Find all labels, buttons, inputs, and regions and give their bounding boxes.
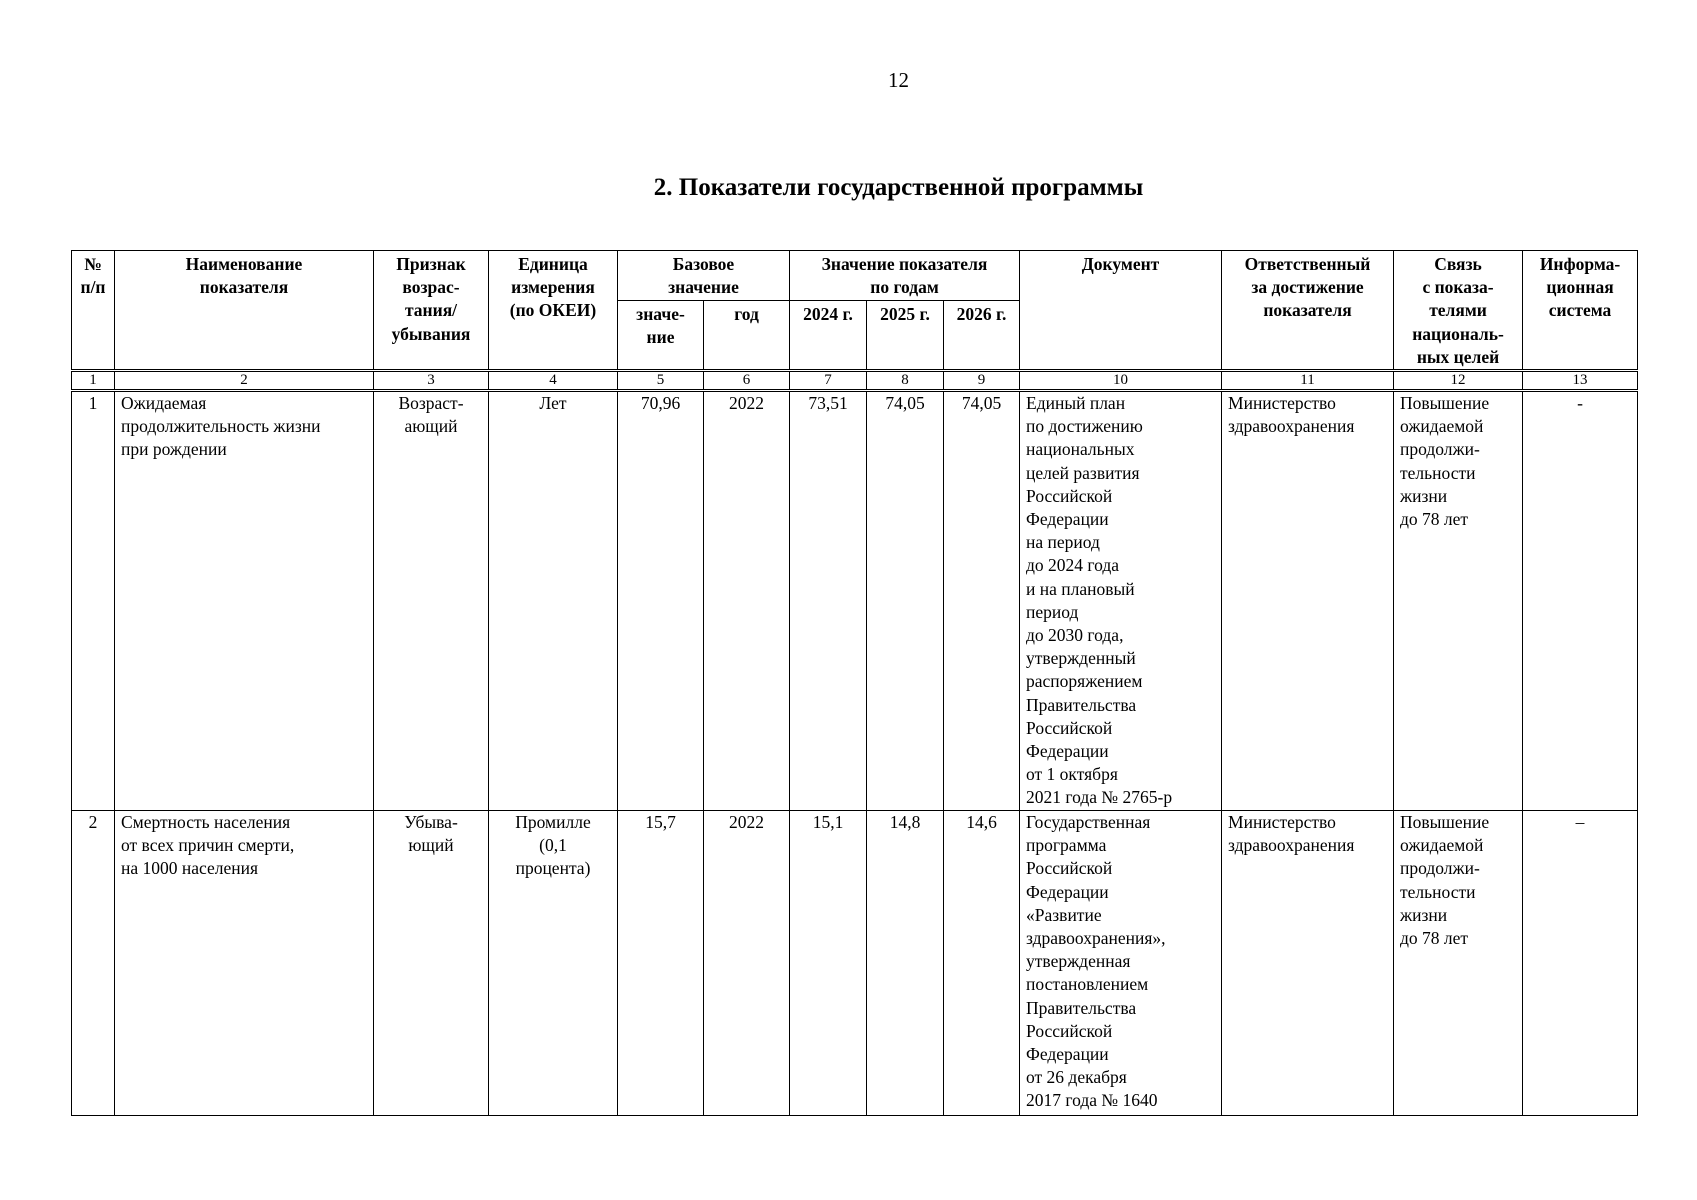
- row-base-year: 2022: [704, 391, 790, 811]
- table-row: [72, 811, 1638, 1116]
- table-row: [72, 391, 1638, 811]
- column-number: 3: [374, 371, 489, 391]
- row-unit: Промилле (0,1 процента): [489, 811, 618, 1116]
- row-document: Государственная программа Российской Федерации «Развитие здравоохранения», утвержденная постановлением Правительства Российской Федерации от 26 декабря 2017 года № 1640: [1020, 811, 1222, 1116]
- header-2025: 2025 г.: [867, 300, 944, 370]
- header-base: Базовое значение: [618, 251, 790, 301]
- page-number: 12: [888, 68, 909, 92]
- header-base-value: значе- ние: [618, 300, 704, 370]
- header-unit: Единица измерения (по ОКЕИ): [489, 251, 618, 371]
- column-numbers-row: [72, 371, 1638, 391]
- row-info: -: [1523, 391, 1638, 811]
- column-number: 9: [944, 371, 1020, 391]
- header-link: Связь с показа- телями националь- ных целей: [1394, 251, 1523, 371]
- page-title: 2. Показатели государственной программы: [653, 174, 1144, 201]
- header-num: № п/п: [72, 251, 115, 371]
- column-number: 4: [489, 371, 618, 391]
- column-number: 2: [115, 371, 374, 391]
- row-value-2024: 15,1: [790, 811, 867, 1116]
- column-number: 13: [1523, 371, 1638, 391]
- column-number: 6: [704, 371, 790, 391]
- row-link: Повышение ожидаемой продолжи- тельности жизни до 78 лет: [1394, 391, 1523, 811]
- header-document: Документ: [1020, 251, 1222, 371]
- row-document: Единый план по достижению национальных целей развития Российской Федерации на период до 2024 года и на плановый период до 2030 года, утвержденный распоряжением Правительства Российской Федерации от 1 октября 2021 года № 2765-р: [1020, 391, 1222, 811]
- header-sign: Признак возрас- тания/ убывания: [374, 251, 489, 371]
- column-number: 12: [1394, 371, 1523, 391]
- row-name: Ожидаемая продолжительность жизни при рождении: [115, 391, 374, 811]
- column-number: 7: [790, 371, 867, 391]
- header-values: Значение показателя по годам: [790, 251, 1020, 301]
- row-base-value: 70,96: [618, 391, 704, 811]
- header-2024: 2024 г.: [790, 300, 867, 370]
- row-link: Повышение ожидаемой продолжи- тельности жизни до 78 лет: [1394, 811, 1523, 1116]
- row-base-year: 2022: [704, 811, 790, 1116]
- column-number: 10: [1020, 371, 1222, 391]
- row-value-2025: 14,8: [867, 811, 944, 1116]
- row-value-2024: 73,51: [790, 391, 867, 811]
- row-unit: Лет: [489, 391, 618, 811]
- row-name: Смертность населения от всех причин смерти, на 1000 населения: [115, 811, 374, 1116]
- header-responsible: Ответственный за достижение показателя: [1222, 251, 1394, 371]
- row-value-2026: 74,05: [944, 391, 1020, 811]
- row-value-2026: 14,6: [944, 811, 1020, 1116]
- row-base-value: 15,7: [618, 811, 704, 1116]
- header-name: Наименование показателя: [115, 251, 374, 371]
- header-base-year: год: [704, 300, 790, 370]
- header-2026: 2026 г.: [944, 300, 1020, 370]
- column-number: 1: [72, 371, 115, 391]
- header-info: Информа- ционная система: [1523, 251, 1638, 371]
- row-num: 2: [72, 811, 115, 1116]
- column-number: 8: [867, 371, 944, 391]
- row-responsible: Министерство здравоохранения: [1222, 391, 1394, 811]
- column-number: 11: [1222, 371, 1394, 391]
- row-value-2025: 74,05: [867, 391, 944, 811]
- row-sign: Убыва- ющий: [374, 811, 489, 1116]
- row-info: –: [1523, 811, 1638, 1116]
- row-sign: Возраст- ающий: [374, 391, 489, 811]
- header-row: [72, 251, 1638, 301]
- row-num: 1: [72, 391, 115, 811]
- indicators-table: [71, 250, 1638, 1116]
- row-responsible: Министерство здравоохранения: [1222, 811, 1394, 1116]
- column-number: 5: [618, 371, 704, 391]
